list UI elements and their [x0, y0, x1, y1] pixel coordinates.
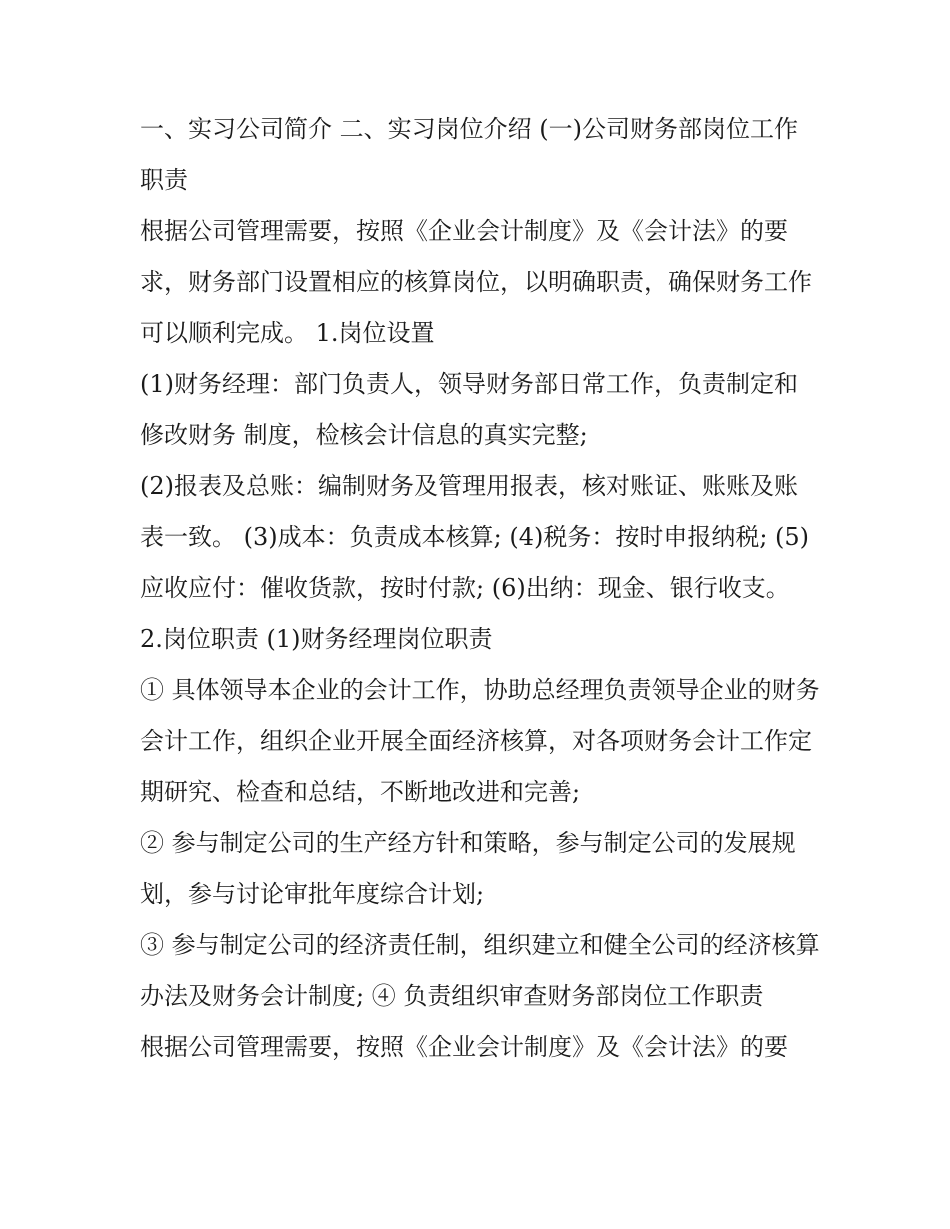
intro-paragraph: 根据公司管理需要，按照《企业会计制度》及《会计法》的要求，财务部门设置相应的核算岗位，以明确职责，确保财务工作可以顺利完成。 1.岗位设置 [140, 217, 812, 347]
heading-paragraph: 一、实习公司简介 二、实习岗位介绍 (一)公司财务部岗位工作职责 [140, 115, 798, 194]
duty-item-1: ① 具体领导本企业的会计工作，协助总经理负责领导企业的财务会计工作，组织企业开展全面经济核算，对各项财务会计工作定期研究、检查和总结，不断地改进和完善; [140, 676, 820, 806]
positions-paragraph: (2)报表及总账：编制财务及管理用报表，核对账证、账账及账表一致。 (3)成本：负责成本核算; (4)税务：按时申报纳税; (5)应收应付：催收货款，按时付款; (6)出纳：现金、银行收支。 2.岗位职责 (1)财务经理岗位职责 [140, 472, 810, 653]
document-body [140, 104, 820, 1073]
repeated-intro-paragraph: 根据公司管理需要，按照《企业会计制度》及《会计法》的要 [140, 1033, 788, 1061]
duty-item-3: ③ 参与制定公司的经济责任制，组织建立和健全公司的经济核算办法及财务会计制度; ④ 负责组织审查财务部岗位工作职责 [140, 931, 820, 1010]
finance-manager-paragraph: (1)财务经理：部门负责人，领导财务部日常工作，负责制定和修改财务 制度，检核会计信息的真实完整; [140, 370, 798, 449]
duty-item-2: ② 参与制定公司的生产经方针和策略，参与制定公司的发展规划，参与讨论审批年度综合计划; [140, 829, 796, 908]
